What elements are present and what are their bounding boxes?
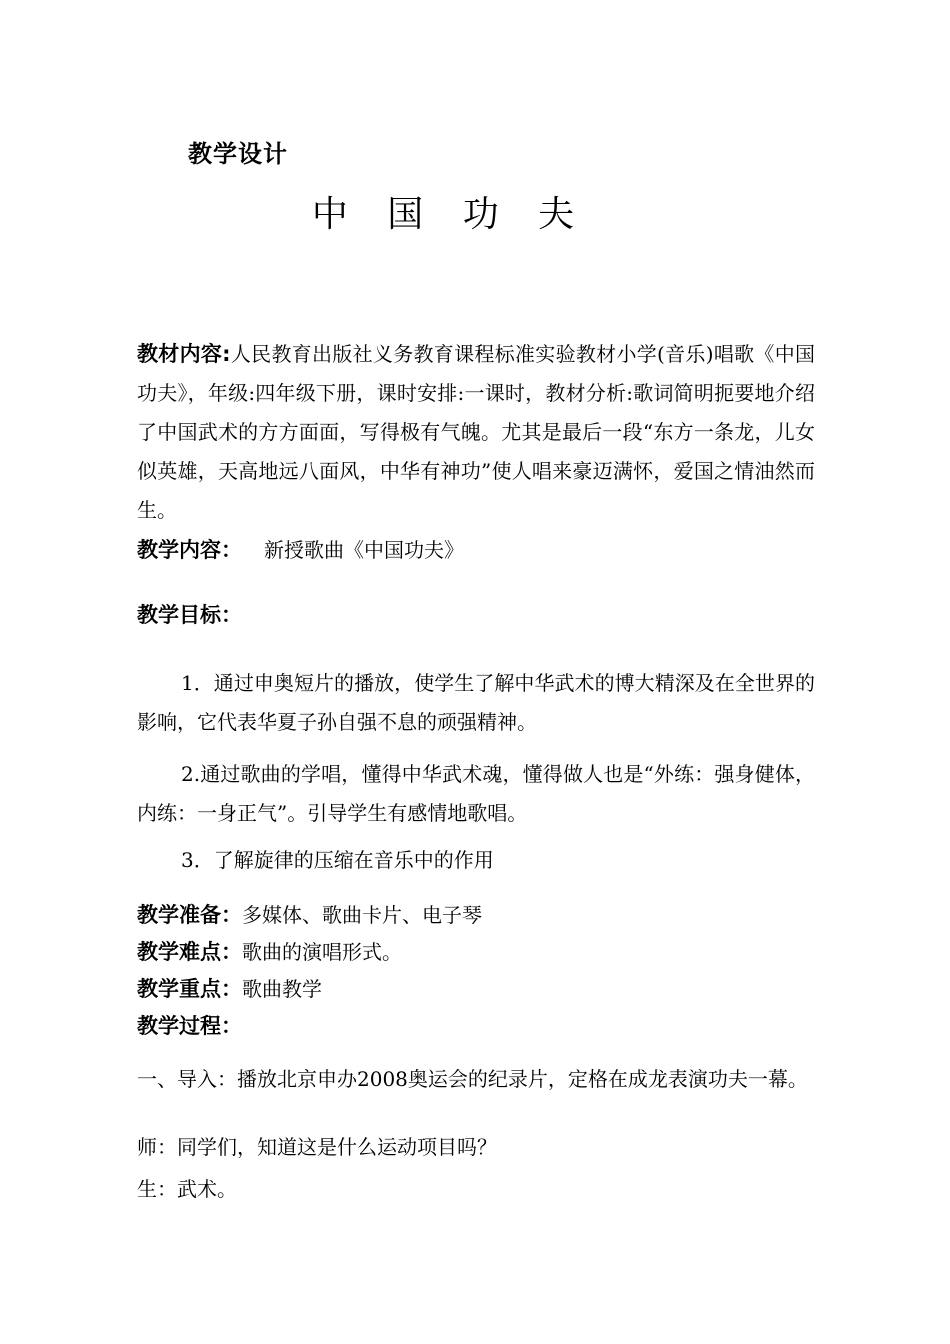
content-label: 教学内容： <box>137 538 242 562</box>
content-section <box>137 535 815 565</box>
objectives-label: 教学目标： <box>137 603 242 627</box>
dialogue-line-2: 生：武术。 <box>137 1177 237 1201</box>
keypoint-label: 教学重点： <box>137 977 242 1001</box>
preparation-label: 教学准备： <box>137 903 242 927</box>
process-label: 教学过程： <box>137 1014 242 1038</box>
preparation-text: 多媒体、歌曲卡片、电子琴 <box>242 903 482 927</box>
dialogue-line-1: 师：同学们，知道这是什么运动项目吗？ <box>137 1135 497 1159</box>
preparation-section <box>137 900 815 930</box>
process-intro: 一、导入：播放北京申办2008奥运会的纪录片，定格在成龙表演功夫一幕。 <box>137 1067 808 1091</box>
difficulty-label: 教学难点： <box>137 940 242 964</box>
keypoint-section <box>137 974 815 1004</box>
keypoint-text: 歌曲教学 <box>242 977 322 1001</box>
difficulty-section <box>137 937 815 967</box>
difficulty-text: 歌曲的演唱形式。 <box>242 940 402 964</box>
material-text: 人民教育出版社义务教育课程标准实验教材小学(音乐)唱歌《中国功夫》，年级:四年级下册，课时安排:一课时，教材分析:歌词简明扼要地介绍了中国武术的方方面面，写得极有气魄。尤其是最后一段“东方一条龙，儿女似英雄，天高地远八面风，中华有神功”使人唱来豪迈满怀，爱国之情油然而生。 <box>137 342 815 522</box>
objective-item-2: 2.通过歌曲的学唱，懂得中华武术魂，懂得做人也是“外练：强身健体，内练：一身正气”。引导学生有感情地歌唱。 <box>137 762 815 825</box>
objective-item-1: 1．通过申奥短片的播放，使学生了解中华武术的博大精深及在全世界的影响，它代表华夏子孙自强不息的顽强精神。 <box>137 671 815 734</box>
document-title: 中 国 功 夫 <box>311 194 589 235</box>
material-section <box>137 335 815 530</box>
content-text: 新授歌曲《中国功夫》 <box>264 538 464 562</box>
document-heading: 教学设计 <box>188 140 288 168</box>
material-label: 教材内容: <box>137 342 231 366</box>
objective-item-3: 3．了解旋律的压缩在音乐中的作用 <box>181 848 494 872</box>
